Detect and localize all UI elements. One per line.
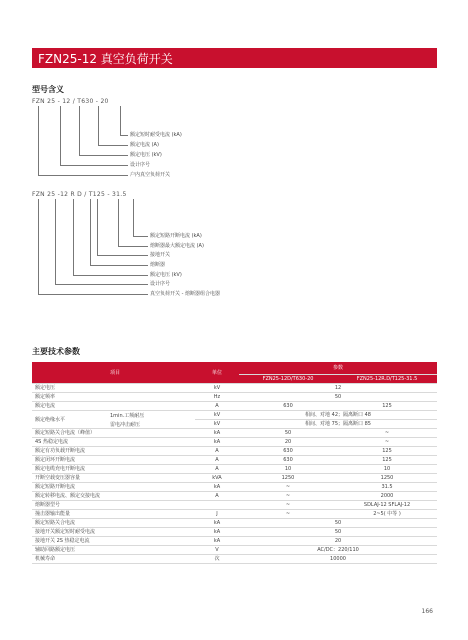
cell-item: 额定短路开断电流 [32, 483, 195, 492]
title-bar [32, 48, 437, 68]
cell-unit: A [195, 402, 239, 411]
cell-unit: kVA [195, 474, 239, 483]
model-leader-line [38, 294, 148, 295]
cell-item: 撞击器输出能量 [32, 510, 195, 519]
header-model-a: FZN25-12D/T630-20 [239, 375, 337, 384]
model-code-2: FZN 25 -12 R D / T125 - 31.5 [32, 191, 127, 198]
model-leader-line [90, 265, 148, 266]
model-leader-line [133, 199, 134, 236]
cell-unit: kA [195, 519, 239, 528]
cell-item: 额定电缆充电开断电流 [32, 465, 195, 474]
table-row [32, 402, 437, 411]
cell-item: 额定短路关合电流 [32, 519, 195, 528]
cell-value-a: ~ [239, 492, 337, 501]
header-model-b: FZN25-12R.D/T125-31.5 [337, 375, 437, 384]
cell-value: 20 [239, 537, 437, 546]
cell-item: 额定短路关合电流（峰值） [32, 429, 195, 438]
model-label: 额定短路开断电流 (kA) [150, 233, 202, 239]
cell-item: 4S 热稳定电流 [32, 438, 195, 447]
cell-unit: A [195, 456, 239, 465]
model-leader-line [60, 165, 128, 166]
model-leader-line [60, 106, 61, 165]
cell-item: 接地开关 2S 热稳定电流 [32, 537, 195, 546]
model-label: 熔断器 [150, 262, 166, 268]
cell-unit: V [195, 546, 239, 555]
cell-value: 相间、对地 75；隔离断口 85 [239, 420, 437, 429]
model-label: 额定短时耐受电流 (kA) [130, 132, 182, 138]
model-leader-line [55, 284, 148, 285]
table-row [32, 474, 437, 483]
cell-item: 机械寿命 [32, 555, 195, 564]
header-item: 项目 [32, 362, 195, 384]
cell-unit: 次 [195, 555, 239, 564]
model-leader-line [55, 199, 56, 284]
cell-unit: kV [195, 420, 239, 429]
model-leader-line [97, 199, 98, 255]
table-row [32, 438, 437, 447]
cell-sub-item: 雷电冲击耐压 [110, 421, 141, 428]
model-label: 额定电压 (kV) [150, 271, 182, 278]
model-label: 熔断器最大额定电流 (A) [150, 242, 204, 249]
cell-item: 额定绝缘水平 [32, 411, 195, 429]
table-row [32, 384, 437, 393]
model-leader-line [38, 199, 39, 294]
model-leader-line [79, 155, 128, 156]
cell-unit: kV [195, 411, 239, 420]
cell-unit: kA [195, 429, 239, 438]
page-number: 166 [421, 608, 433, 615]
cell-value-b: 2000 [337, 492, 437, 501]
model-heading: 型号含义 [32, 85, 64, 94]
header-unit: 单位 [195, 362, 239, 384]
cell-unit [195, 501, 239, 510]
table-row [32, 456, 437, 465]
cell-unit: A [195, 447, 239, 456]
table-row [32, 510, 437, 519]
cell-item: 额定电压 [32, 384, 195, 393]
table-row [32, 501, 437, 510]
cell-value-b: SDLAJ-12 SFLAJ-12 [337, 501, 437, 510]
model-label: 设计序号 [150, 281, 171, 288]
cell-item: 额定有功负载开断电流 [32, 447, 195, 456]
cell-value-a: 10 [239, 465, 337, 474]
model-leader-line [38, 106, 39, 175]
cell-value-a: 630 [239, 447, 337, 456]
model-label: 额定电流 (A) [130, 142, 159, 148]
model-leader-line [38, 175, 128, 176]
cell-item: 接地开关额定短时耐受电流 [32, 528, 195, 537]
cell-item: 熔断器型号 [32, 501, 195, 510]
cell-item: 开断空载变压器容量 [32, 474, 195, 483]
cell-unit: Hz [195, 393, 239, 402]
cell-item: 额定频率 [32, 393, 195, 402]
cell-value-a: 50 [239, 429, 337, 438]
cell-unit: A [195, 492, 239, 501]
cell-value-b: 2~5( 中等 ) [337, 510, 437, 519]
model-leader-line [90, 199, 91, 265]
cell-value: AC/DC：220/110 [239, 546, 437, 555]
cell-unit: kA [195, 483, 239, 492]
cell-value: 12 [239, 384, 437, 393]
table-row [32, 465, 437, 474]
model-leader-line [97, 255, 148, 256]
cell-value-b: ~ [337, 429, 437, 438]
cell-value-b: 125 [337, 447, 437, 456]
cell-item: 额定电流 [32, 402, 195, 411]
cell-sub-item: 1min.工频耐压 [110, 412, 145, 419]
model-label: 设计序号 [130, 162, 151, 168]
cell-value-b: 1250 [337, 474, 437, 483]
table-row [32, 483, 437, 492]
cell-unit: A [195, 465, 239, 474]
cell-value-b: ~ [337, 438, 437, 447]
page-title: FZN25-12 真空负荷开关 [38, 52, 173, 66]
table-row [32, 537, 437, 546]
model-leader-line [98, 145, 128, 146]
model-leader-line [118, 199, 119, 246]
cell-unit: kV [195, 384, 239, 393]
model-leader-line [118, 246, 148, 247]
table-row [32, 411, 437, 420]
cell-value-a: 20 [239, 438, 337, 447]
cell-value-a: ~ [239, 483, 337, 492]
header-params: 参数 [239, 362, 437, 375]
table-row [32, 393, 437, 402]
cell-value: 10000 [239, 555, 437, 564]
cell-unit: kA [195, 537, 239, 546]
cell-value-b: 31.5 [337, 483, 437, 492]
spec-table [32, 362, 437, 564]
cell-value-a: ~ [239, 510, 337, 519]
cell-item: 额定闭环开断电流 [32, 456, 195, 465]
cell-value-a: ~ [239, 501, 337, 510]
cell-value-b: 125 [337, 456, 437, 465]
table-row [32, 546, 437, 555]
params-heading: 主要技术参数 [32, 347, 80, 356]
model-label: 户内真空负荷开关 [130, 172, 171, 178]
cell-unit: kA [195, 438, 239, 447]
cell-value-b: 10 [337, 465, 437, 474]
cell-value: 相间、对地 42；隔离断口 48 [239, 411, 437, 420]
table-row [32, 528, 437, 537]
cell-value-b: 125 [337, 402, 437, 411]
model-leader-line [120, 106, 121, 135]
table-row [32, 492, 437, 501]
table-row [32, 429, 437, 438]
cell-unit: kA [195, 528, 239, 537]
table-row [32, 519, 437, 528]
cell-item: 额定转移电流、额定交接电流 [32, 492, 195, 501]
model-code-1: FZN 25 - 12 / T630 - 20 [32, 98, 109, 105]
model-label: 额定电压 (kV) [130, 152, 162, 158]
model-leader-line [73, 275, 148, 276]
cell-value: 50 [239, 393, 437, 402]
cell-value-a: 630 [239, 402, 337, 411]
model-label: 真空负荷开关 - 熔断器组合电器 [150, 291, 220, 297]
table-row [32, 555, 437, 564]
cell-value: 50 [239, 519, 437, 528]
table-row [32, 447, 437, 456]
cell-value-a: 1250 [239, 474, 337, 483]
model-label: 接地开关 [150, 252, 171, 259]
cell-value: 50 [239, 528, 437, 537]
cell-unit: J [195, 510, 239, 519]
model-leader-line [79, 106, 80, 155]
model-leader-line [133, 236, 148, 237]
cell-value-a: 630 [239, 456, 337, 465]
model-leader-line [120, 135, 128, 136]
model-leader-line [73, 199, 74, 275]
cell-item: 辅助回路额定电压 [32, 546, 195, 555]
model-leader-line [98, 106, 99, 145]
